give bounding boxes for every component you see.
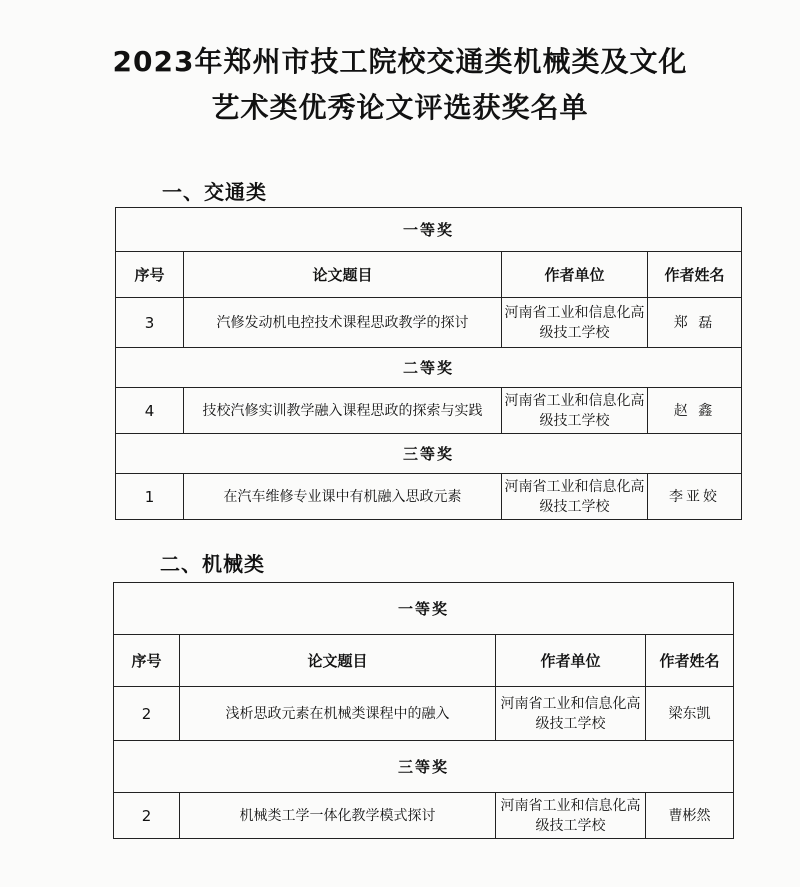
- table-row: [116, 388, 742, 434]
- row-topic: 浅析思政元素在机械类课程中的融入: [180, 687, 496, 741]
- section-heading-mechanical: 二、机械类: [160, 552, 265, 576]
- row-author: 赵 鑫: [648, 388, 742, 434]
- section-heading-traffic: 一、交通类: [162, 180, 267, 204]
- row-number: 1: [116, 474, 184, 520]
- row-number: 2: [114, 793, 180, 839]
- row-topic: 汽修发动机电控技术课程思政教学的探讨: [184, 298, 502, 348]
- row-author: 李亚姣: [648, 474, 742, 520]
- row-unit: 河南省工业和信息化高级技工学校: [502, 298, 648, 348]
- prize-band-first: 一等奖: [114, 583, 734, 635]
- table-row: [114, 793, 734, 839]
- column-header-number: 序号: [114, 635, 180, 687]
- row-topic: 在汽车维修专业课中有机融入思政元素: [184, 474, 502, 520]
- row-author: 郑 磊: [648, 298, 742, 348]
- row-topic: 机械类工学一体化教学模式探讨: [180, 793, 496, 839]
- row-author: 梁东凯: [646, 687, 734, 741]
- column-header-number: 序号: [116, 252, 184, 298]
- row-number: 3: [116, 298, 184, 348]
- table-row: [114, 687, 734, 741]
- column-header-unit: 作者单位: [502, 252, 648, 298]
- award-table-mechanical: [113, 582, 734, 839]
- row-number: 4: [116, 388, 184, 434]
- column-header-author: 作者姓名: [646, 635, 734, 687]
- row-topic: 技校汽修实训教学融入课程思政的探索与实践: [184, 388, 502, 434]
- row-unit: 河南省工业和信息化高级技工学校: [502, 474, 648, 520]
- row-unit: 河南省工业和信息化高级技工学校: [496, 793, 646, 839]
- table-row: [116, 298, 742, 348]
- prize-band-second: 二等奖: [116, 348, 742, 388]
- column-header-topic: 论文题目: [180, 635, 496, 687]
- column-header-topic: 论文题目: [184, 252, 502, 298]
- table-row: [116, 474, 742, 520]
- column-header-unit: 作者单位: [496, 635, 646, 687]
- prize-band-third: 三等奖: [114, 741, 734, 793]
- prize-band-third: 三等奖: [116, 434, 742, 474]
- document-title-line-1: 2023年郑州市技工院校交通类机械类及文化: [112, 45, 688, 78]
- row-author: 曹彬然: [646, 793, 734, 839]
- row-unit: 河南省工业和信息化高级技工学校: [502, 388, 648, 434]
- row-unit: 河南省工业和信息化高级技工学校: [496, 687, 646, 741]
- prize-band-first: 一等奖: [116, 208, 742, 252]
- column-header-author: 作者姓名: [648, 252, 742, 298]
- award-table-traffic: [115, 207, 742, 520]
- row-number: 2: [114, 687, 180, 741]
- document-title-line-2: 艺术类优秀论文评选获奖名单: [211, 91, 589, 124]
